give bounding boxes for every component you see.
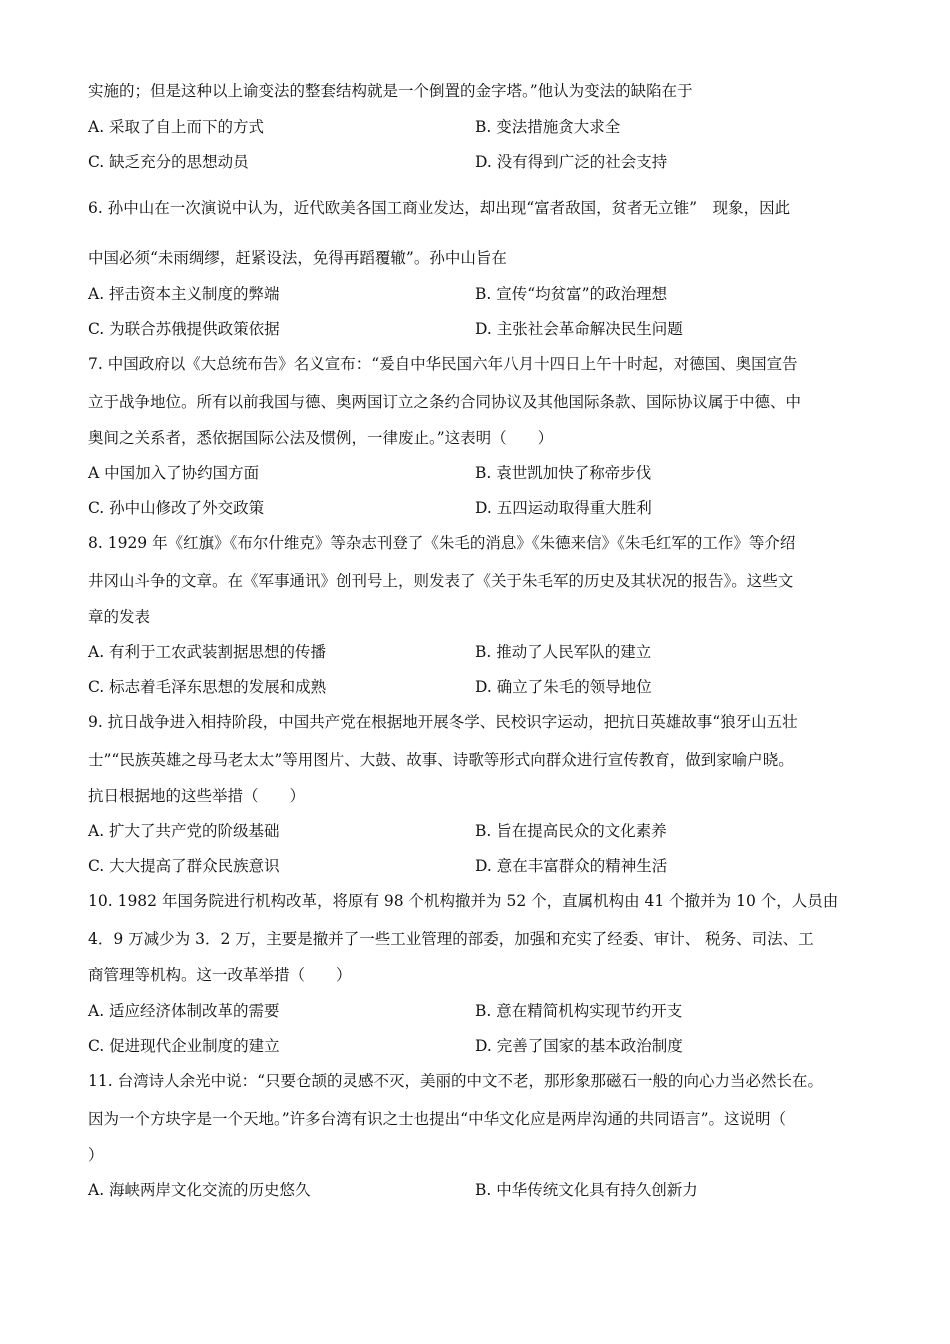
option-c: C. 为联合苏俄提供政策依据 xyxy=(88,320,280,338)
question-9-stem-line-1: 9. 抗日战争进入相持阶段，中国共产党在根据地开展冬学、民校识字运动，把抗日英雄故事“狼牙山五壮 xyxy=(88,713,798,731)
option-c: C. 促进现代企业制度的建立 xyxy=(88,1037,280,1055)
option-b: B. 袁世凯加快了称帝步伐 xyxy=(475,464,652,482)
question-5-stem-tail: 实施的；但是这种以上谕变法的整套结构就是一个倒置的金字塔。”他认为变法的缺陷在于 xyxy=(88,82,693,100)
question-6-stem-line-2: 中国必须“未雨绸缪，赶紧设法，免得再蹈覆辙”。孙中山旨在 xyxy=(88,249,507,267)
question-11-stem-line-2: 因为一个方块字是一个天地。”许多台湾有识之士也提出“中华文化应是两岸沟通的共同语言”。这说明（ xyxy=(88,1110,787,1128)
option-a: A. 海峡两岸文化交流的历史悠久 xyxy=(88,1181,311,1199)
option-a: A. 抨击资本主义制度的弊端 xyxy=(88,285,280,303)
option-a: A. 采取了自上而下的方式 xyxy=(88,118,265,136)
option-d: D. 没有得到广泛的社会支持 xyxy=(475,153,668,171)
option-c: C. 大大提高了群众民族意识 xyxy=(88,857,280,875)
option-a: A. 扩大了共产党的阶级基础 xyxy=(88,822,280,840)
option-b: B. 宣传“均贫富”的政治理想 xyxy=(475,285,668,303)
option-d: D. 五四运动取得重大胜利 xyxy=(475,499,652,517)
question-10-stem-line-3: 商管理等机构。这一改革举措（ ） xyxy=(88,966,352,984)
question-10-stem-line-2: 4．9 万减少为 3．2 万，主要是撤并了一些工业管理的部委，加强和充实了经委、审计、 税务、司法、工 xyxy=(88,930,814,948)
option-c: C. 标志着毛泽东思想的发展和成熟 xyxy=(88,678,327,696)
question-7-stem-line-1: 7. 中国政府以《大总统布告》名义宣布：“爰自中华民国六年八月十四日上午十时起，对德国、奥国宣告 xyxy=(88,355,798,373)
question-9-stem-line-3: 抗日根据地的这些举措（ ） xyxy=(88,787,306,805)
question-7-stem-line-3: 奥间之关系者，悉依据国际公法及惯例，一律废止。”这表明（ ） xyxy=(88,429,554,447)
option-b: B. 推动了人民军队的建立 xyxy=(475,643,652,661)
option-a: A. 有利于工农武装割据思想的传播 xyxy=(88,643,327,661)
option-b: B. 旨在提高民众的文化素养 xyxy=(475,822,667,840)
question-8-stem-line-1: 8. 1929 年《红旗》《布尔什维克》等杂志刊登了《朱毛的消息》《朱德来信》《朱毛红军的工作》等介绍 xyxy=(88,534,796,552)
question-9-stem-line-2: 士”“民族英雄之母马老太太”等用图片、大鼓、故事、诗歌等形式向群众进行宣传教育，做到家喻户晓。 xyxy=(88,751,794,769)
question-11-stem-line-1: 11. 台湾诗人余光中说：“只要仓颉的灵感不灭，美丽的中文不老，那形象那磁石一般的向心力当必然长在。 xyxy=(88,1072,824,1090)
option-b: B. 中华传统文化具有持久创新力 xyxy=(475,1181,698,1199)
option-a: A 中国加入了协约国方面 xyxy=(88,464,260,482)
option-d: D. 确立了朱毛的领导地位 xyxy=(475,678,652,696)
option-d: D. 完善了国家的基本政治制度 xyxy=(475,1037,683,1055)
question-10-stem-line-1: 10. 1982 年国务院进行机构改革，将原有 98 个机构撤并为 52 个，直属机构由 41 个撤并为 10 个，人员由 xyxy=(88,892,839,910)
option-d: D. 意在丰富群众的精神生活 xyxy=(475,857,668,875)
question-11-stem-line-3: ） xyxy=(88,1146,104,1164)
question-7-stem-line-2: 立于战争地位。所有以前我国与德、奥两国订立之条约合同协议及其他国际条款、国际协议属于中德、中 xyxy=(88,393,802,411)
option-b: B. 变法措施贪大求全 xyxy=(475,118,621,136)
question-8-stem-line-2: 井冈山斗争的文章。在《军事通讯》创刊号上，则发表了《关于朱毛军的历史及其状况的报告》。这些文 xyxy=(88,572,794,590)
option-c: C. 孙中山修改了外交政策 xyxy=(88,499,265,517)
option-a: A. 适应经济体制改革的需要 xyxy=(88,1002,280,1020)
option-d: D. 主张社会革命解决民生问题 xyxy=(475,320,683,338)
question-8-stem-line-3: 章的发表 xyxy=(88,608,151,626)
option-c: C. 缺乏充分的思想动员 xyxy=(88,153,249,171)
question-6-stem-line-1: 6. 孙中山在一次演说中认为，近代欧美各国工商业发达，却出现“富者敌国，贫者无立锥” 现象，因此 xyxy=(88,199,791,217)
option-b: B. 意在精简机构实现节约开支 xyxy=(475,1002,683,1020)
